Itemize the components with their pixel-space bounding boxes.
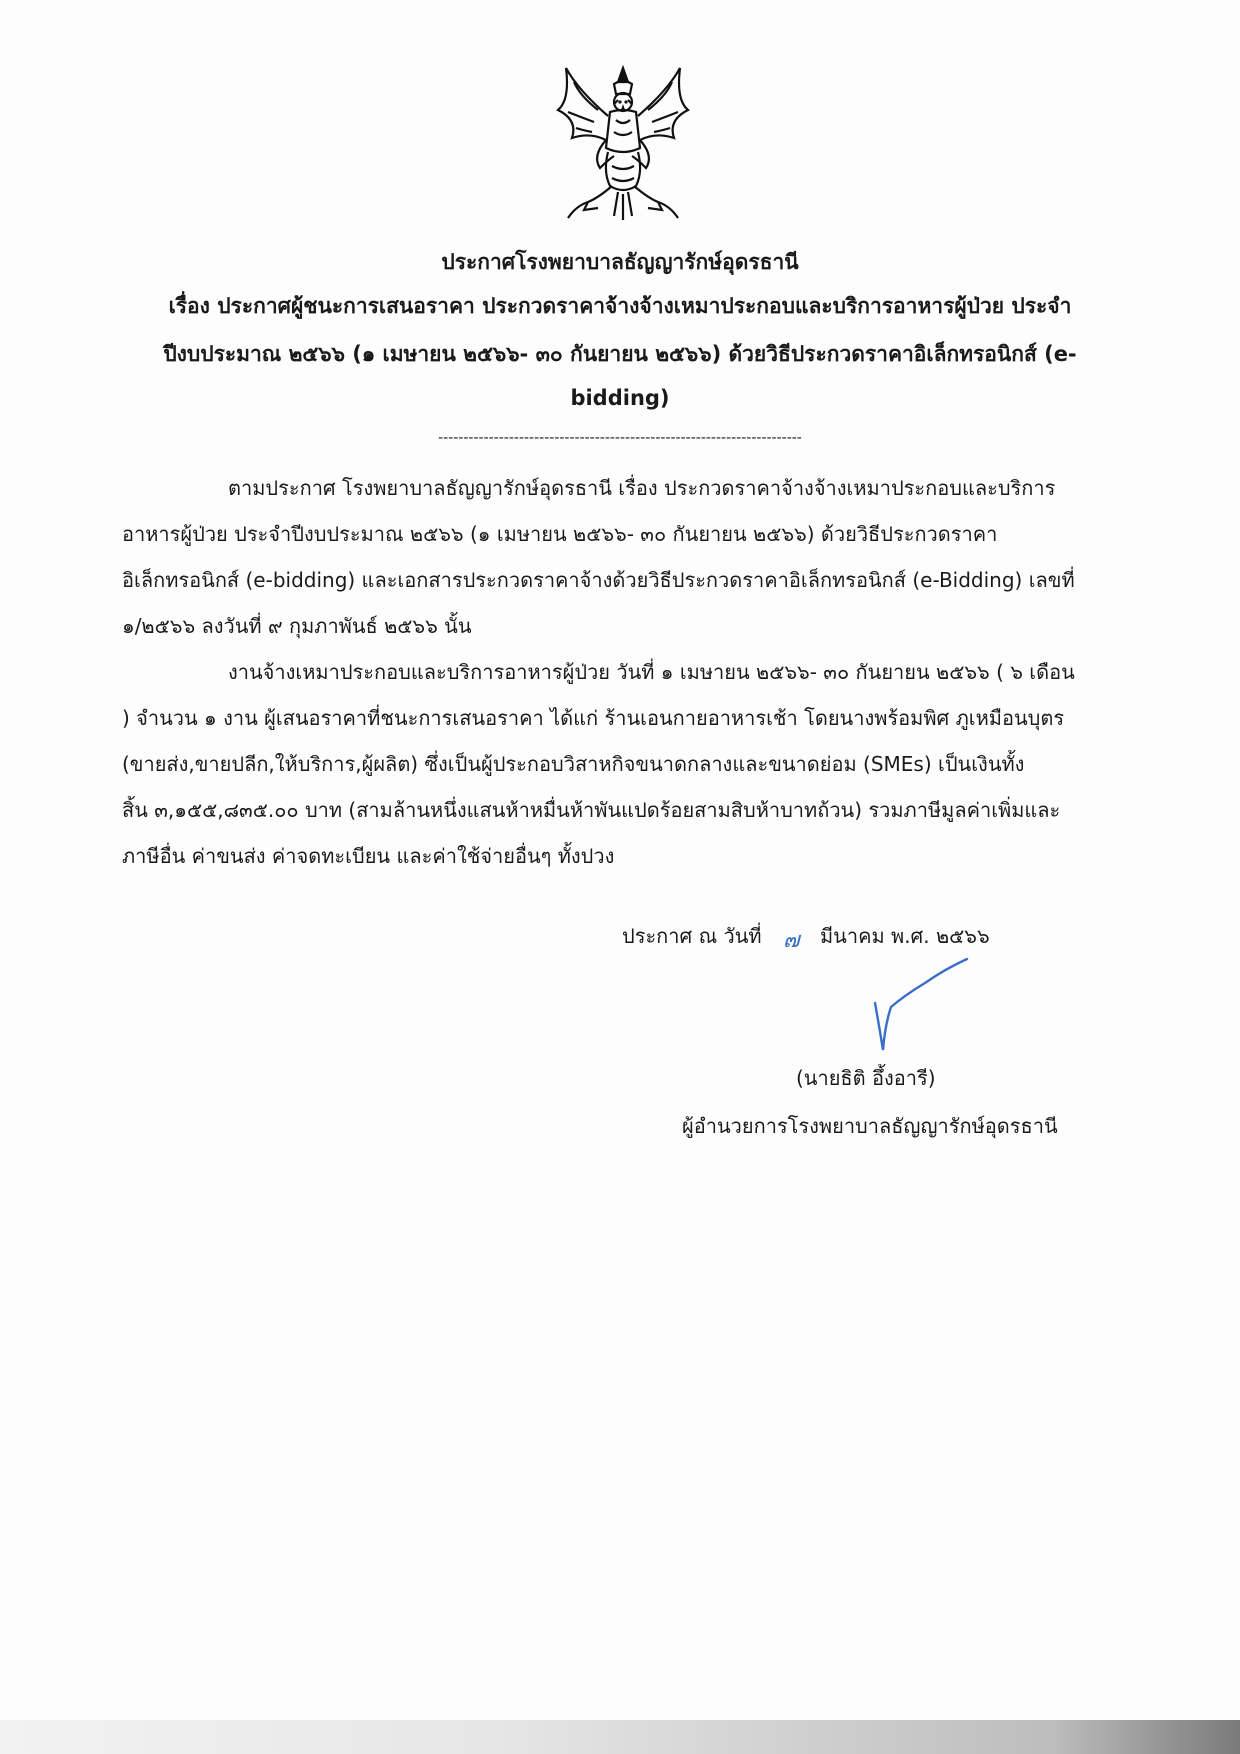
paragraph-1-line-3: อิเล็กทรอนิกส์ (e-bidding) และเอกสารประกวดราคาจ้างด้วยวิธีประกวดราคาอิเล็กทรอนิกส์ (e-Bidding) เลขที่ — [122, 568, 1075, 592]
signature-icon — [865, 955, 975, 1055]
paragraph-1-line-2: อาหารผู้ป่วย ประจำปีงบประมาณ ๒๕๖๖ (๑ เมษายน ๒๕๖๖- ๓๐ กันยายน ๒๕๖๖) ด้วยวิธีประกวดราคา — [122, 522, 998, 546]
signatory-title: ผู้อำนวยการโรงพยาบาลธัญญารักษ์อุดรธานี — [682, 1114, 1058, 1138]
subject-line-1: เรื่อง ประกาศผู้ชนะการเสนอราคา ประกวดราคาจ้างจ้างเหมาประกอบและบริการอาหารผู้ป่วย ประจำ — [168, 294, 1072, 318]
garuda-emblem-icon — [548, 60, 698, 230]
paragraph-2-line-3: (ขายส่ง,ขายปลีก,ให้บริการ,ผู้ผลิต) ซึ่งเป็นผู้ประกอบวิสาหกิจขนาดกลางและขนาดย่อม (SMEs) เป็นเงินทั้ง — [122, 752, 1025, 776]
paragraph-2-line-5: ภาษีอื่น ค่าขนส่ง ค่าจดทะเบียน และค่าใช้จ่ายอื่นๆ ทั้งปวง — [122, 844, 615, 868]
dashed-divider: ------------------------------------------------------------------------ — [438, 430, 802, 446]
paragraph-2-line-1: งานจ้างเหมาประกอบและบริการอาหารผู้ป่วย วันที่ ๑ เมษายน ๒๕๖๖- ๓๐ กันยายน ๒๕๖๖ ( ๖ เดือน — [228, 660, 1075, 684]
paragraph-2-line-4: สิ้น ๓,๑๕๕,๘๓๕.๐๐ บาท (สามล้านหนึ่งแสนห้าหมื่นห้าพันแปดร้อยสามสิบห้าบาทถ้วน) รวมภาษีมูลค่าเพิ่มและ — [122, 798, 1061, 822]
paragraph-1-line-4: ๑/๒๕๖๖ ลงวันที่ ๙ กุมภาพันธ์ ๒๕๖๖ นั้น — [122, 614, 472, 638]
signatory-name: (นายธิติ อึ้งอารี) — [796, 1066, 936, 1090]
subject-line-3: bidding) — [570, 386, 670, 410]
paragraph-1-line-1: ตามประกาศ โรงพยาบาลธัญญารักษ์อุดรธานี เรื่อง ประกวดราคาจ้างจ้างเหมาประกอบและบริการ — [228, 476, 1056, 500]
announcement-date-prefix: ประกาศ ณ วันที่ — [622, 924, 762, 948]
scan-edge-shadow — [0, 1720, 1240, 1754]
handwritten-day: ๗ — [783, 928, 800, 953]
announcement-date-suffix: มีนาคม พ.ศ. ๒๕๖๖ — [820, 924, 990, 948]
subject-line-2: ปีงบประมาณ ๒๕๖๖ (๑ เมษายน ๒๕๖๖- ๓๐ กันยายน ๒๕๖๖) ด้วยวิธีประกวดราคาอิเล็กทรอนิกส์ (e- — [163, 342, 1077, 366]
paragraph-2-line-2: ) จำนวน ๑ งาน ผู้เสนอราคาที่ชนะการเสนอราคา ได้แก่ ร้านเอนกายอาหารเช้า โดยนางพร้อมพิศ ภูเหมือนบุตร — [122, 706, 1065, 730]
announcement-title: ประกาศโรงพยาบาลธัญญารักษ์อุดรธานี — [441, 250, 799, 274]
